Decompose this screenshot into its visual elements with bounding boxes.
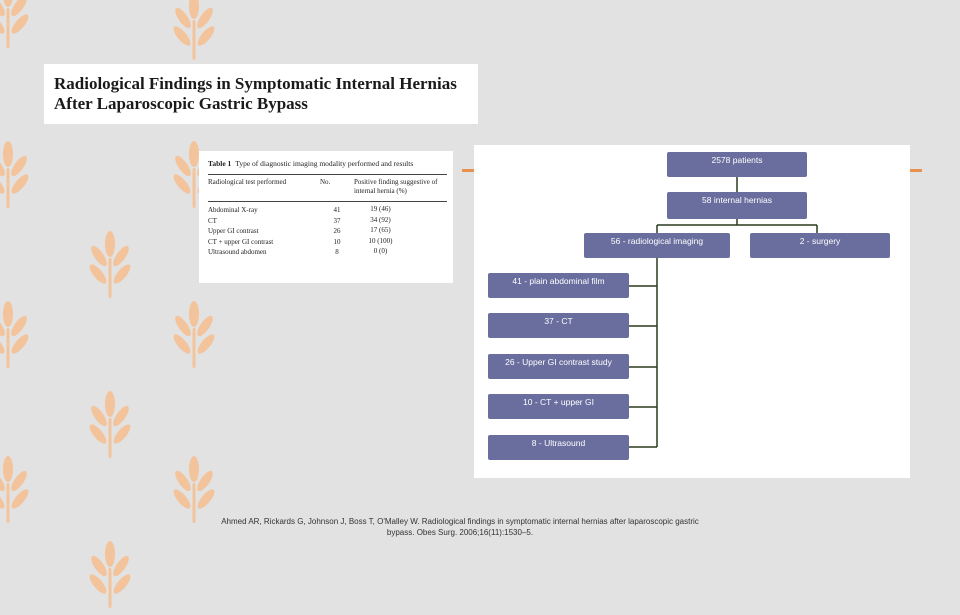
table-cell-no: 10: [333, 237, 341, 246]
node-internal-hernias: 58 internal hernias: [667, 192, 807, 219]
leaf-motif-icon: [0, 140, 30, 210]
table-caption-label: Table 1: [208, 159, 232, 168]
leaf-motif-icon: [0, 455, 30, 525]
table-cell-test: Upper GI contrast: [208, 227, 259, 235]
leaf-motif-icon: [172, 300, 216, 370]
table-cell-positive: 0 (0): [373, 247, 388, 255]
table-row: [208, 226, 447, 237]
table-cell-no: 37: [333, 216, 341, 225]
citation: [180, 516, 740, 538]
leaf-motif-icon: [88, 540, 132, 610]
slide-title-line-1: Radiological Findings in Symptomatic Internal Hernias: [54, 74, 457, 93]
results-table: [199, 151, 453, 283]
table-cell-no: 26: [333, 227, 341, 235]
table-caption: [208, 159, 447, 168]
leaf-motif-icon: [0, 300, 30, 370]
table-row: [208, 205, 447, 216]
table-header-positive: Positive finding suggestive of internal hernia (%): [354, 178, 438, 195]
table-cell-no: 41: [333, 206, 341, 214]
table-caption-text: Type of diagnostic imaging modality performed and results: [235, 159, 414, 168]
node-ultrasound: 8 - Ultrasound: [488, 435, 629, 460]
node-plain-abdominal-film: 41 - plain abdominal film: [488, 273, 629, 298]
node-upper-gi-contrast: 26 - Upper GI contrast study: [488, 354, 629, 379]
table-cell-test: Abdominal X-ray: [208, 206, 258, 214]
table-cell-test: CT + upper GI contrast: [208, 237, 274, 246]
leaf-motif-icon: [88, 230, 132, 300]
table-cell-no: 8: [335, 248, 339, 256]
table-cell-positive: 34 (92): [370, 215, 391, 224]
citation-line-1: Ahmed AR, Rickards G, Johnson J, Boss T, O'Malley W. Radiological findings in symptomatic internal hernias after laparoscopic gastric: [221, 517, 699, 526]
leaf-motif-icon: [172, 0, 216, 62]
table-cell-test: Ultrasound abdomen: [208, 248, 267, 256]
table-row: [208, 247, 447, 258]
node-surgery: 2 - surgery: [750, 233, 890, 258]
slide-title-box: [44, 64, 478, 124]
table-row: [208, 237, 447, 248]
leaf-motif-icon: [172, 455, 216, 525]
table-header-test: Radiological test performed: [208, 178, 287, 186]
table-cell-test: CT: [208, 216, 217, 225]
node-root: 2578 patients: [667, 152, 807, 177]
node-ct-upper-gi: 10 - CT + upper GI: [488, 394, 629, 419]
table-cell-positive: 19 (46): [370, 205, 391, 213]
flowchart: [474, 145, 910, 478]
node-radiological-imaging: 56 - radiological imaging: [584, 233, 730, 258]
slide-title-line-2: After Laparoscopic Gastric Bypass: [54, 94, 308, 113]
leaf-motif-icon: [88, 390, 132, 460]
accent-line-right: [909, 169, 922, 172]
table-row: [208, 216, 447, 227]
table-header-row: [208, 175, 447, 201]
table-header-no: No.: [320, 178, 331, 186]
citation-line-2: bypass. Obes Surg. 2006;16(11):1530–5.: [386, 528, 534, 537]
node-ct: 37 - CT: [488, 313, 629, 338]
table-cell-positive: 10 (100): [368, 236, 393, 245]
leaf-motif-icon: [0, 0, 30, 50]
table-cell-positive: 17 (65): [370, 226, 391, 234]
